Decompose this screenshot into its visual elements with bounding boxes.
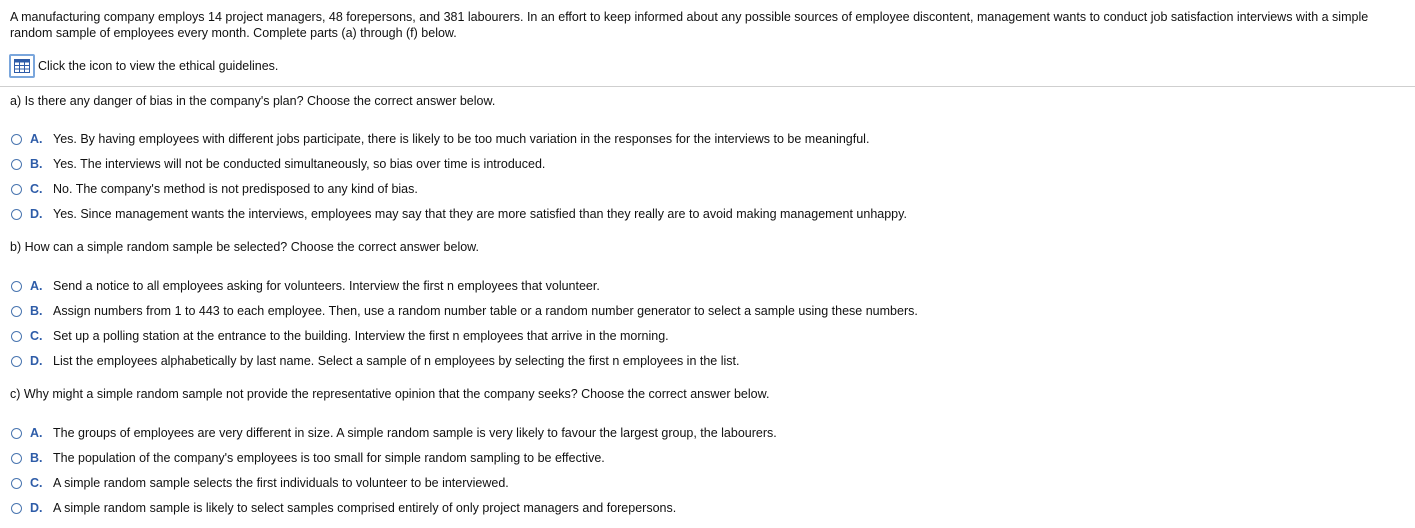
radio-button[interactable] — [11, 281, 22, 292]
question-b-option-c[interactable] — [11, 328, 669, 344]
section-divider — [0, 86, 1415, 87]
option-text: Yes. The interviews will not be conducted simultaneously, so bias over time is introduced. — [53, 157, 546, 171]
question-a-option-c[interactable] — [11, 181, 418, 197]
option-letter: C. — [30, 182, 43, 196]
question-a-option-a[interactable] — [11, 131, 869, 147]
radio-button[interactable] — [11, 134, 22, 145]
problem-intro: A manufacturing company employs 14 project managers, 48 forepersons, and 381 labourers. In an effort to keep informed about any possible sources of employee discontent, management wants to conduct job satisfaction interviews with a simple random sample of employees every month. Complete parts (a) through (f) below. — [10, 10, 1369, 40]
question-c-option-b[interactable] — [11, 450, 605, 466]
option-text: A simple random sample selects the first individuals to volunteer to be interviewed. — [53, 476, 509, 490]
option-text: A simple random sample is likely to select samples comprised entirely of only project managers and forepersons. — [53, 501, 677, 515]
option-letter: B. — [30, 157, 43, 171]
question-c-prompt: c) Why might a simple random sample not provide the representative opinion that the company seeks? Choose the correct answer below. — [10, 387, 770, 401]
question-b-option-a[interactable] — [11, 278, 600, 294]
option-text: Yes. By having employees with different jobs participate, there is likely to be too much variation in the responses for the interviews to be meaningful. — [53, 132, 870, 146]
radio-button[interactable] — [11, 428, 22, 439]
radio-button[interactable] — [11, 159, 22, 170]
option-letter: D. — [30, 501, 43, 515]
radio-button[interactable] — [11, 209, 22, 220]
option-text: No. The company's method is not predisposed to any kind of bias. — [53, 182, 418, 196]
grid-table-icon-glyph — [14, 59, 30, 73]
question-c-option-c[interactable] — [11, 475, 509, 491]
question-a-prompt: a) Is there any danger of bias in the company's plan? Choose the correct answer below. — [10, 94, 496, 108]
question-b-option-b[interactable] — [11, 303, 918, 319]
radio-button[interactable] — [11, 503, 22, 514]
question-b-prompt: b) How can a simple random sample be selected? Choose the correct answer below. — [10, 240, 479, 254]
guidelines-link[interactable]: Click the icon to view the ethical guidelines. — [38, 59, 279, 73]
option-letter: B. — [30, 451, 43, 465]
option-text: Set up a polling station at the entrance to the building. Interview the first n employees that arrive in the morning. — [53, 329, 669, 343]
radio-button[interactable] — [11, 331, 22, 342]
question-c-option-a[interactable] — [11, 425, 777, 441]
option-text: Assign numbers from 1 to 443 to each employee. Then, use a random number table or a random number generator to select a sample using these numbers. — [53, 304, 918, 318]
option-text: Send a notice to all employees asking for volunteers. Interview the first n employees that volunteer. — [53, 279, 600, 293]
guidelines-row — [9, 54, 278, 78]
option-letter: A. — [30, 132, 43, 146]
option-text: Yes. Since management wants the interviews, employees may say that they are more satisfied than they really are to avoid making management unhappy. — [53, 207, 907, 221]
option-letter: D. — [30, 354, 43, 368]
option-text: List the employees alphabetically by last name. Select a sample of n employees by selecting the first n employees in the list. — [53, 354, 740, 368]
radio-button[interactable] — [11, 453, 22, 464]
option-letter: D. — [30, 207, 43, 221]
question-a-option-b[interactable] — [11, 156, 545, 172]
grid-table-icon[interactable] — [9, 54, 35, 78]
question-a-option-d[interactable] — [11, 206, 907, 222]
radio-button[interactable] — [11, 184, 22, 195]
option-letter: C. — [30, 476, 43, 490]
radio-button[interactable] — [11, 356, 22, 367]
option-letter: A. — [30, 426, 43, 440]
question-b-option-d[interactable] — [11, 353, 739, 369]
radio-button[interactable] — [11, 478, 22, 489]
question-c-option-d[interactable] — [11, 500, 676, 516]
option-letter: A. — [30, 279, 43, 293]
option-text: The groups of employees are very different in size. A simple random sample is very likely to favour the largest group, the labourers. — [53, 426, 777, 440]
option-letter: B. — [30, 304, 43, 318]
option-text: The population of the company's employees is too small for simple random sampling to be effective. — [53, 451, 605, 465]
option-letter: C. — [30, 329, 43, 343]
radio-button[interactable] — [11, 306, 22, 317]
